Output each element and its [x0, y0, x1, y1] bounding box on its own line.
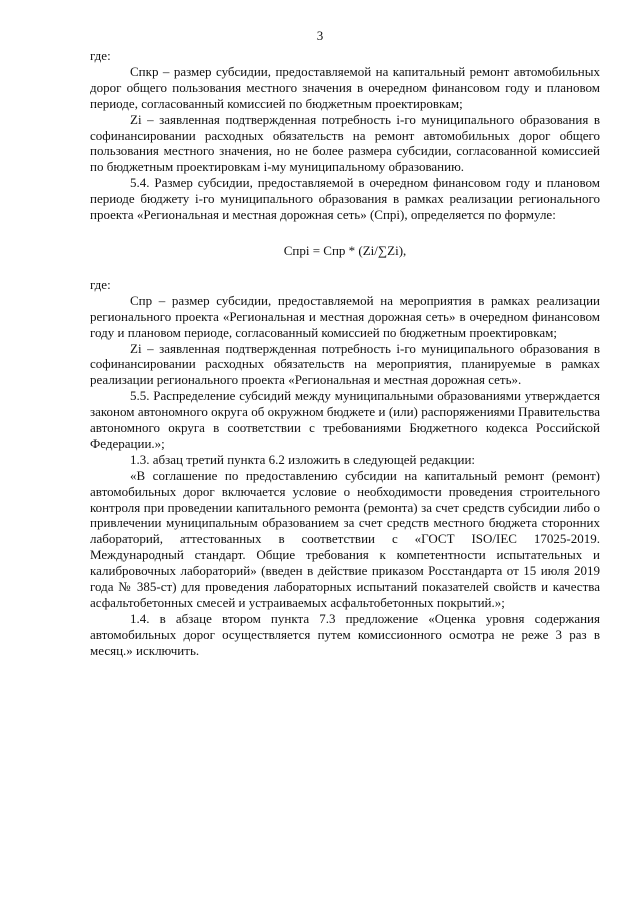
paragraph-where: где: [90, 48, 111, 63]
formula: Спрi = Спр * (Zi/∑Zi), [283, 242, 407, 258]
paragraph-5-4: 5.4. Размер субсидии, предоставляемой в очередном финансовом году и плановом периоде бюджету i-го муниципального образования в рамках реализации регионального проекта «Региональная и местная дорожная сеть» (Спрi), определяется по формуле: [90, 175, 600, 223]
paragraph-spkr-definition: Спкр – размер субсидии, предоставляемой на капитальный ремонт автомобильных дорог общего пользования местного значения в очередном финансовом году и плановом периоде, согласованный комиссией по бюджетным проектировкам; [90, 63, 600, 111]
paragraph-1-4: 1.4. в абзаце втором пункта 7.3 предложение «Оценка уровня содержания автомобильных дорог осуществляется путем комиссионного осмотра не реже 3 раз в месяц.» исключить. [90, 610, 600, 658]
paragraph-zi-definition: Zi – заявленная подтвержденная потребность i-го муниципального образования в софинансировании расходных обязательств на ремонт автомобильных дорог общего пользования местного значения, но не более размера субсидии, согласованной комиссией по бюджетным проектировкам i-му муниципальному образованию. [90, 111, 600, 175]
page-number: 3 [316, 28, 324, 43]
paragraph-5-5: 5.5. Распределение субсидий между муниципальными образованиями утверждается законом автономного округа об окружном бюджете и (или) распоряжениями Правительства автономного округа в соответствии с требованиями Бюджетного кодекса Российской Федерации.»; [90, 388, 600, 451]
paragraph-zi-definition-2: Zi – заявленная подтвержденная потребность i-го муниципального образования в софинансировании расходных обязательств на мероприятия, планируемые в рамках реализации регионального проекта «Региональная и местная дорожная сеть». [90, 340, 600, 388]
paragraph-spr-definition: Спр – размер субсидии, предоставляемой на мероприятия в рамках реализации регионального проекта «Региональная и местная дорожная сеть» в очередном финансовом году и плановом периоде, согласованный комиссией по бюджетным проектировкам; [90, 292, 600, 340]
paragraph-1-3: 1.3. абзац третий пункта 6.2 изложить в следующей редакции: [130, 451, 476, 467]
paragraph-quoted-agreement: «В соглашение по предоставлению субсидии на капитальный ремонт (ремонт) автомобильных дорог включается условие о необходимости проведения строительного контроля при проведении капитального ремонта (ремонта) за счет средств субсидии либо о привлечении муниципальным образованием за счет средств местного бюджета сторонних лабораторий, аттестованных в соответствии с «ГОСТ ISO/IEC 17025-2019. Международный стандарт. Общие требования к компетентности испытательных и калибровочных лабораторий» (введен в действие приказом Росстандарта от 15 июля 2019 года № 385-ст) для проведения лабораторных испытаний показателей свойств и качества асфальтобетонных смесей и устраиваемых асфальтобетонных покрытий.»; [90, 467, 600, 610]
paragraph-where-2: где: [90, 276, 111, 292]
document-body [90, 48, 600, 659]
